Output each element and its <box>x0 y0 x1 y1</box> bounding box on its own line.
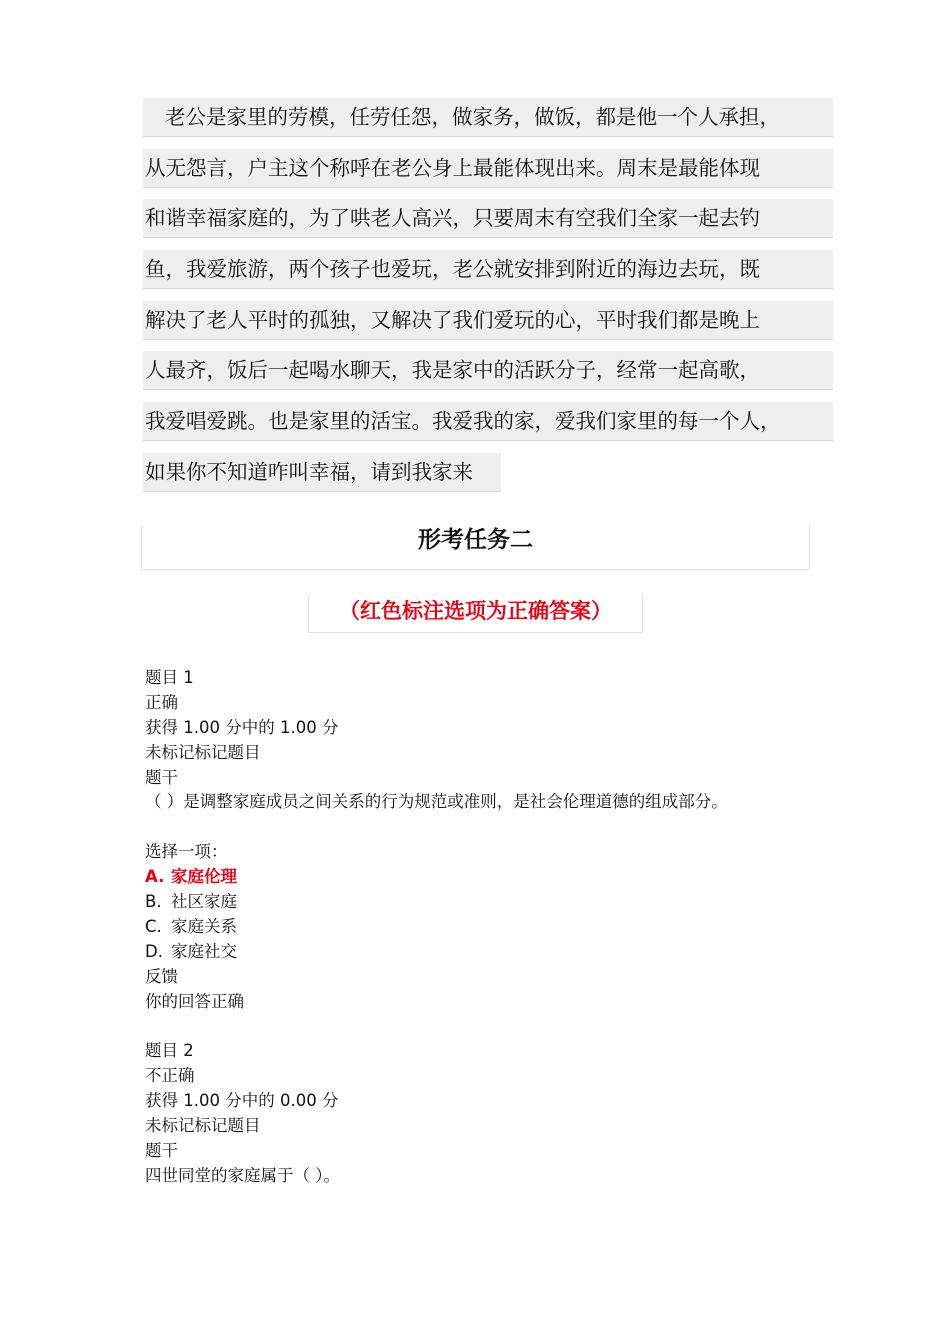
question-stem: 四世同堂的家庭属于（ ）。 <box>145 1165 340 1185</box>
option-text: 社区家庭 <box>171 892 237 912</box>
option-c[interactable] <box>145 915 845 940</box>
section-title: 形考任务二 <box>141 525 810 570</box>
option-text: 家庭关系 <box>171 916 237 936</box>
essay-passage <box>143 98 833 504</box>
question-number: 题目 1 <box>145 668 194 687</box>
essay-line: 人最齐，饭后一起喝水聊天，我是家中的活跃分子，经常一起高歌， <box>143 351 833 390</box>
question-status: 不正确 <box>145 1066 195 1086</box>
question-stem: （ ）是调整家庭成员之间关系的行为规范或准则，是社会伦理道德的组成部分。 <box>145 792 728 812</box>
option-letter: D. <box>145 941 163 961</box>
question-number: 题目 2 <box>145 1041 194 1061</box>
question-score: 获得 1.00 分中的 1.00 分 <box>145 717 339 737</box>
option-letter: C. <box>145 916 162 936</box>
option-d[interactable] <box>145 940 845 965</box>
question-stem-label: 题干 <box>145 1140 178 1160</box>
flag-question-link[interactable]: 未标记标记题目 <box>145 1116 261 1136</box>
answer-note: （红色标注选项为正确答案） <box>308 596 643 633</box>
essay-line: 我爱唱爱跳。也是家里的活宝。我爱我的家，爱我们家里的每一个人， <box>143 402 833 441</box>
question-score: 获得 1.00 分中的 0.00 分 <box>145 1091 339 1111</box>
option-text: 家庭伦理 <box>171 867 237 887</box>
essay-line: 鱼，我爱旅游，两个孩子也爱玩，老公就安排到附近的海边去玩，既 <box>143 250 833 289</box>
feedback-label: 反馈 <box>145 966 178 986</box>
quiz-list <box>145 666 845 1189</box>
essay-line: 和谐幸福家庭的，为了哄老人高兴，只要周末有空我们全家一起去钓 <box>143 199 833 238</box>
flag-question-link[interactable]: 未标记标记题目 <box>145 742 261 762</box>
question-stem-label: 题干 <box>145 767 178 787</box>
essay-line: 解决了老人平时的孤独，又解决了我们爱玩的心，平时我们都是晚上 <box>143 301 833 340</box>
question-status: 正确 <box>145 692 178 712</box>
essay-line: 老公是家里的劳模，任劳任怨，做家务，做饭，都是他一个人承担， <box>143 98 833 137</box>
essay-line: 如果你不知道咋叫幸福，请到我家来 <box>143 453 501 492</box>
choose-one-label: 选择一项： <box>145 842 228 862</box>
option-a[interactable] <box>145 865 845 890</box>
option-b[interactable] <box>145 890 845 915</box>
feedback-text: 你的回答正确 <box>145 991 244 1011</box>
option-text: 家庭社交 <box>171 941 237 961</box>
option-letter: A. <box>145 867 165 887</box>
option-letter: B. <box>145 892 162 912</box>
essay-line: 从无怨言，户主这个称呼在老公身上最能体现出来。周末是最能体现 <box>143 149 833 188</box>
